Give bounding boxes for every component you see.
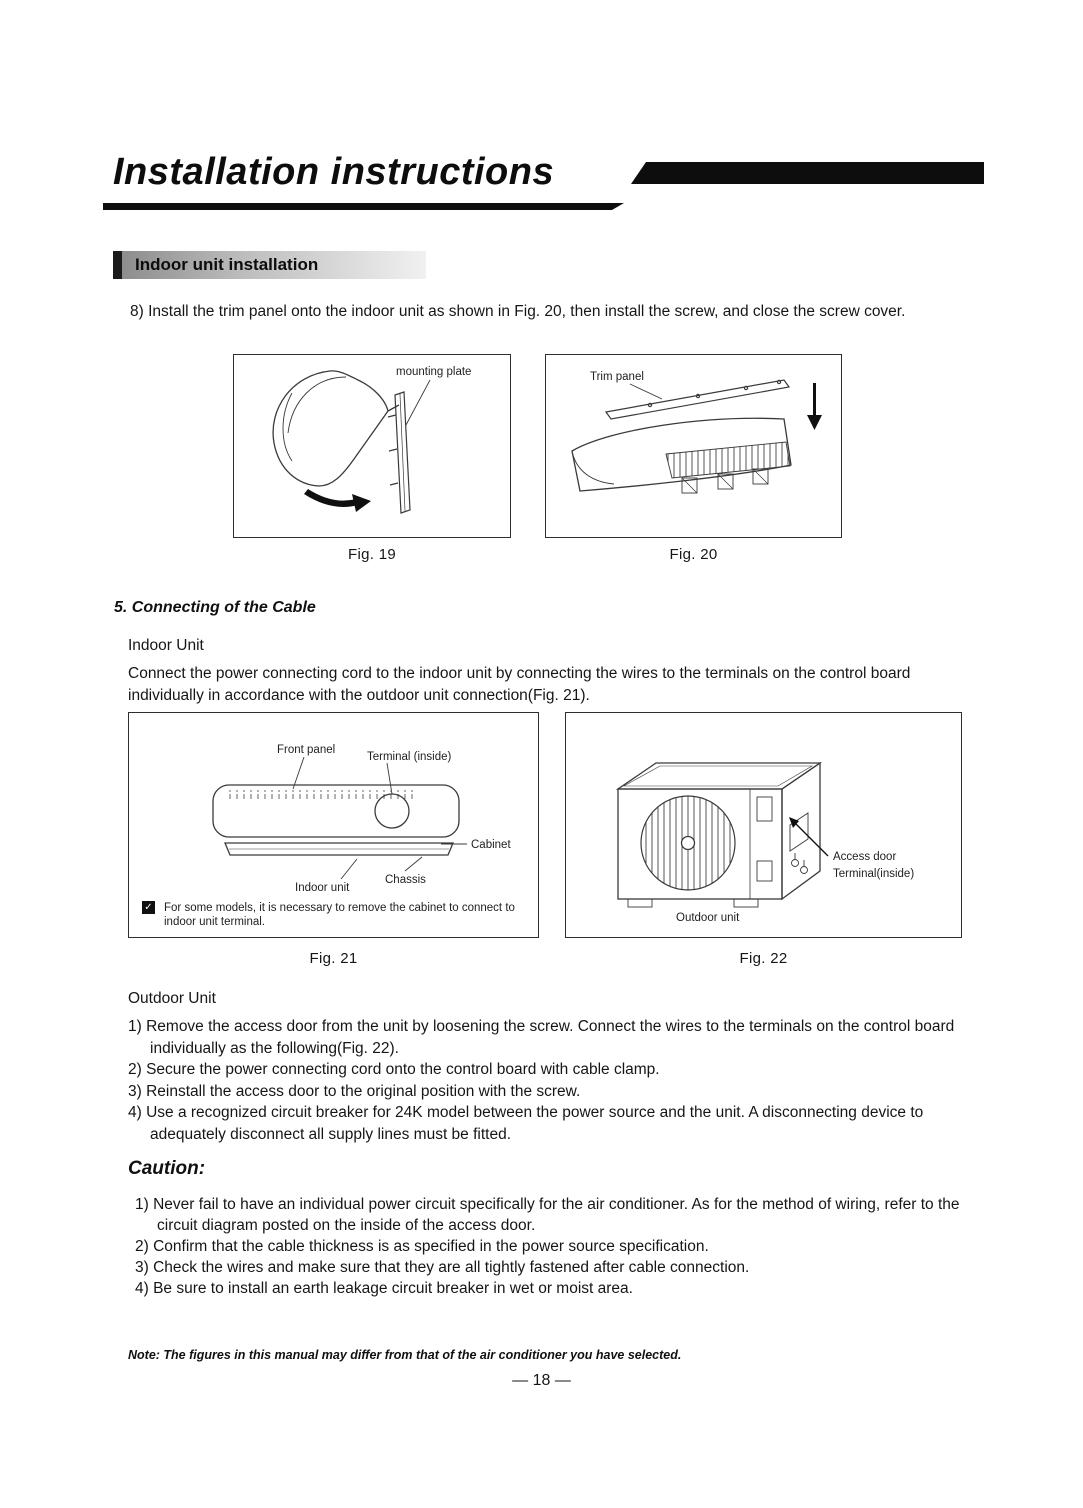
outdoor-step-2: 2) Secure the power connecting cord onto the control board with cable clamp.: [128, 1061, 660, 1078]
caution-item-4: 4) Be sure to install an earth leakage circuit breaker in wet or moist area.: [135, 1280, 633, 1297]
fig21-drawing: [129, 713, 537, 899]
page-number: — 18 —: [512, 1372, 571, 1389]
fig21-label-front-panel: Front panel: [277, 744, 336, 756]
figure-20-caption: Fig. 20: [669, 546, 718, 563]
fig21-labels: [277, 744, 511, 894]
figure-20-box: [545, 354, 842, 538]
outdoor-unit-steps: [128, 1016, 993, 1145]
fig22-pointer-arrow-icon: [789, 817, 828, 856]
indoor-unit-paragraph: Connect the power connecting cord to the indoor unit by connecting the wires to the terminals on the control board individually in accordance with the outdoor unit connection(Fig. 21).: [128, 665, 911, 704]
fig19-label-mounting-plate: mounting plate: [396, 366, 472, 378]
page-title: Installation instructions: [113, 151, 555, 193]
fig22-label-terminal: Terminal(inside): [833, 868, 915, 880]
fig21-label-chassis: Chassis: [385, 874, 426, 886]
fig20-indoor-unit-drawing: [572, 418, 791, 493]
outdoor-unit-heading: Outdoor Unit: [128, 990, 216, 1007]
fig20-down-arrow-icon: [807, 383, 822, 430]
fig19-drawing: [234, 355, 509, 535]
title-underline: [103, 203, 624, 210]
fig20-trim-panel-drawing: [606, 380, 789, 419]
indoor-unit-heading: Indoor Unit: [128, 637, 204, 654]
fig20-label-trim-panel: Trim panel: [590, 371, 644, 383]
fig19-mounting-plate-drawing: [388, 380, 430, 513]
fig22-drawing: [566, 713, 960, 935]
figure-21-note: [142, 901, 530, 929]
section-banner: [113, 251, 426, 279]
step-8-text: 8) Install the trim panel onto the indoor unit as shown in Fig. 20, then install the screw, and close the screw cover.: [130, 303, 906, 320]
outdoor-step-3: 3) Reinstall the access door to the original position with the screw.: [128, 1082, 581, 1100]
caution-item-1: 1) Never fail to have an individual power circuit specifically for the air conditioner. As for the method of wiring, refer to the circuit diagram posted on the inside of the access door.: [135, 1196, 960, 1234]
figure-21-note-text: For some models, it is necessary to remove the cabinet to connect to indoor unit terminal.: [164, 902, 515, 928]
fig21-label-cabinet: Cabinet: [471, 839, 511, 851]
outdoor-step-4: 4) Use a recognized circuit breaker for 24K model between the power source and the unit. A disconnecting device to adequately disconnect all supply lines must be fitted.: [128, 1104, 924, 1143]
fig21-indoor-unit-drawing: [213, 757, 467, 879]
section-banner-label: Indoor unit installation: [135, 255, 319, 274]
fig22-label-outdoor-unit: Outdoor unit: [676, 912, 740, 924]
fig21-label-indoor-unit: Indoor unit: [295, 882, 350, 894]
caution-item-2: 2) Confirm that the cable thickness is as specified in the power source specification.: [135, 1238, 709, 1255]
fig19-indoor-unit-drawing: [273, 371, 399, 486]
caution-list: [135, 1194, 983, 1299]
fig20-drawing: [546, 355, 840, 535]
caution-item-3: 3) Check the wires and make sure that they are all tightly fastened after cable connection.: [135, 1259, 750, 1276]
fig19-swing-arrow-icon: [304, 489, 371, 512]
checkbox-icon: ✓: [142, 901, 155, 914]
manual-footnote: Note: The figures in this manual may differ from that of the air conditioner you have selected.: [128, 1348, 682, 1362]
figure-21-box: [128, 712, 539, 938]
figure-21-caption: Fig. 21: [309, 950, 358, 967]
figure-22-caption: Fig. 22: [739, 950, 788, 967]
figure-19-box: [233, 354, 511, 538]
fig22-outdoor-unit-drawing: [618, 763, 820, 907]
section-5-heading: 5. Connecting of the Cable: [114, 599, 316, 616]
fig22-label-access-door: Access door: [833, 851, 897, 863]
outdoor-step-1: 1) Remove the access door from the unit by loosening the screw. Connect the wires to the terminals on the control board individually as the following(Fig. 22).: [128, 1018, 955, 1057]
figure-22-box: [565, 712, 962, 938]
title-stripe: [631, 162, 984, 184]
fig21-label-terminal: Terminal (inside): [367, 751, 452, 763]
caution-heading: Caution:: [128, 1158, 206, 1179]
figure-19-caption: Fig. 19: [348, 546, 396, 563]
